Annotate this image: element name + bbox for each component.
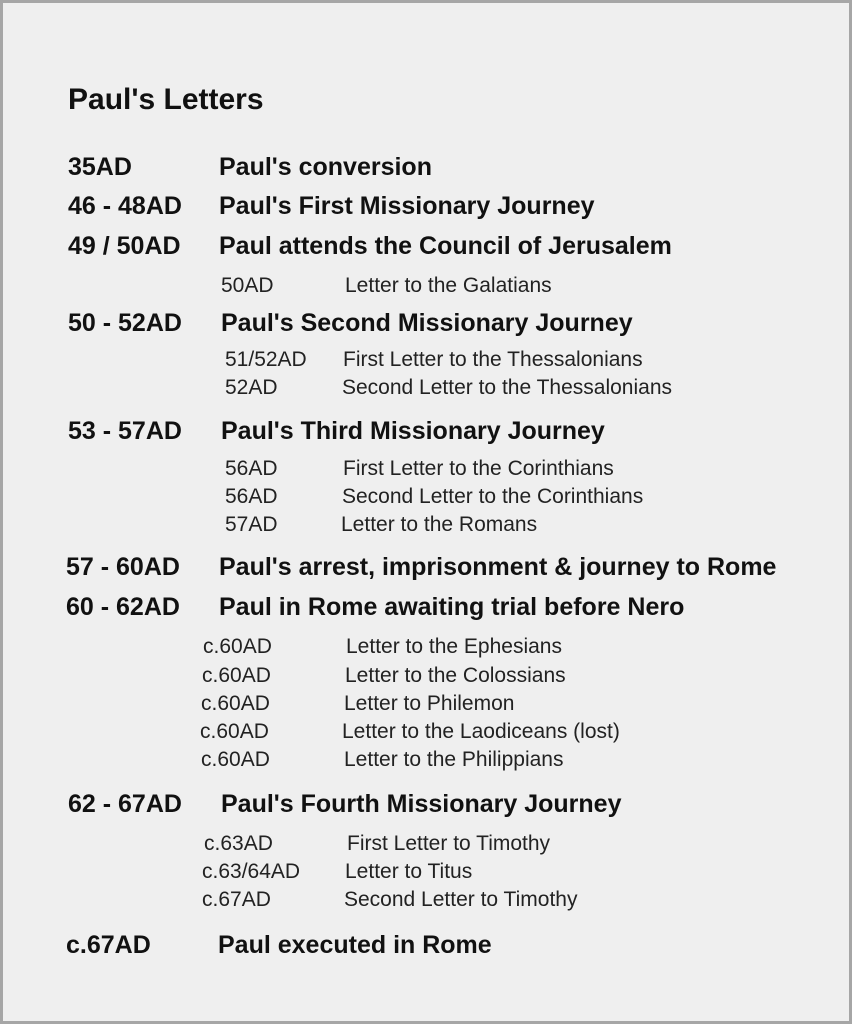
letter-title: Second Letter to Timothy [344,888,578,911]
letter-date: 52AD [225,376,278,399]
letter-date: 56AD [225,485,278,508]
event-date: 60 - 62AD [66,593,180,621]
letter-date: c.60AD [203,635,272,658]
letter-title: Letter to the Philippians [344,748,564,771]
event-description: Paul's First Missionary Journey [219,192,595,220]
event-date: 62 - 67AD [68,790,182,818]
letter-date: 57AD [225,513,278,536]
event-description: Paul's conversion [219,153,432,181]
event-date: c.67AD [66,931,151,959]
event-description: Paul in Rome awaiting trial before Nero [219,593,685,621]
letter-title: Letter to the Galatians [345,274,552,297]
letter-date: 50AD [221,274,274,297]
letter-date: 51/52AD [225,348,307,371]
letter-title: Letter to the Laodiceans (lost) [342,720,620,743]
event-date: 53 - 57AD [68,417,182,445]
letter-title: Letter to Titus [345,860,473,883]
letter-title: Letter to the Colossians [345,664,566,687]
letter-date: c.67AD [202,888,271,911]
event-description: Paul's Third Missionary Journey [221,417,605,445]
letter-title: Second Letter to the Corinthians [342,485,644,508]
letter-title: First Letter to Timothy [347,832,551,855]
event-description: Paul's Fourth Missionary Journey [221,790,622,818]
page-title: Paul's Letters [68,83,264,116]
letter-date: c.60AD [200,720,269,743]
letter-title: Second Letter to the Thessalonians [342,376,673,399]
event-date: 57 - 60AD [66,553,180,581]
letter-date: c.63/64AD [202,860,301,883]
event-description: Paul attends the Council of Jerusalem [219,232,672,260]
letter-date: c.60AD [201,692,270,715]
letter-title: First Letter to the Thessalonians [343,348,643,371]
letter-title: Letter to Philemon [344,692,515,715]
event-date: 50 - 52AD [68,309,182,337]
event-date: 46 - 48AD [68,192,182,220]
event-description: Paul executed in Rome [218,931,492,959]
letter-title: Letter to the Romans [341,513,538,536]
letter-date: c.60AD [201,748,270,771]
letter-title: First Letter to the Corinthians [343,457,614,480]
event-description: Paul's arrest, imprisonment & journey to Rome [219,553,777,581]
letter-date: 56AD [225,457,278,480]
letter-title: Letter to the Ephesians [346,635,562,658]
event-date: 49 / 50AD [68,232,181,260]
event-description: Paul's Second Missionary Journey [221,309,633,337]
letter-date: c.60AD [202,664,271,687]
event-date: 35AD [68,153,132,181]
letter-date: c.63AD [204,832,273,855]
